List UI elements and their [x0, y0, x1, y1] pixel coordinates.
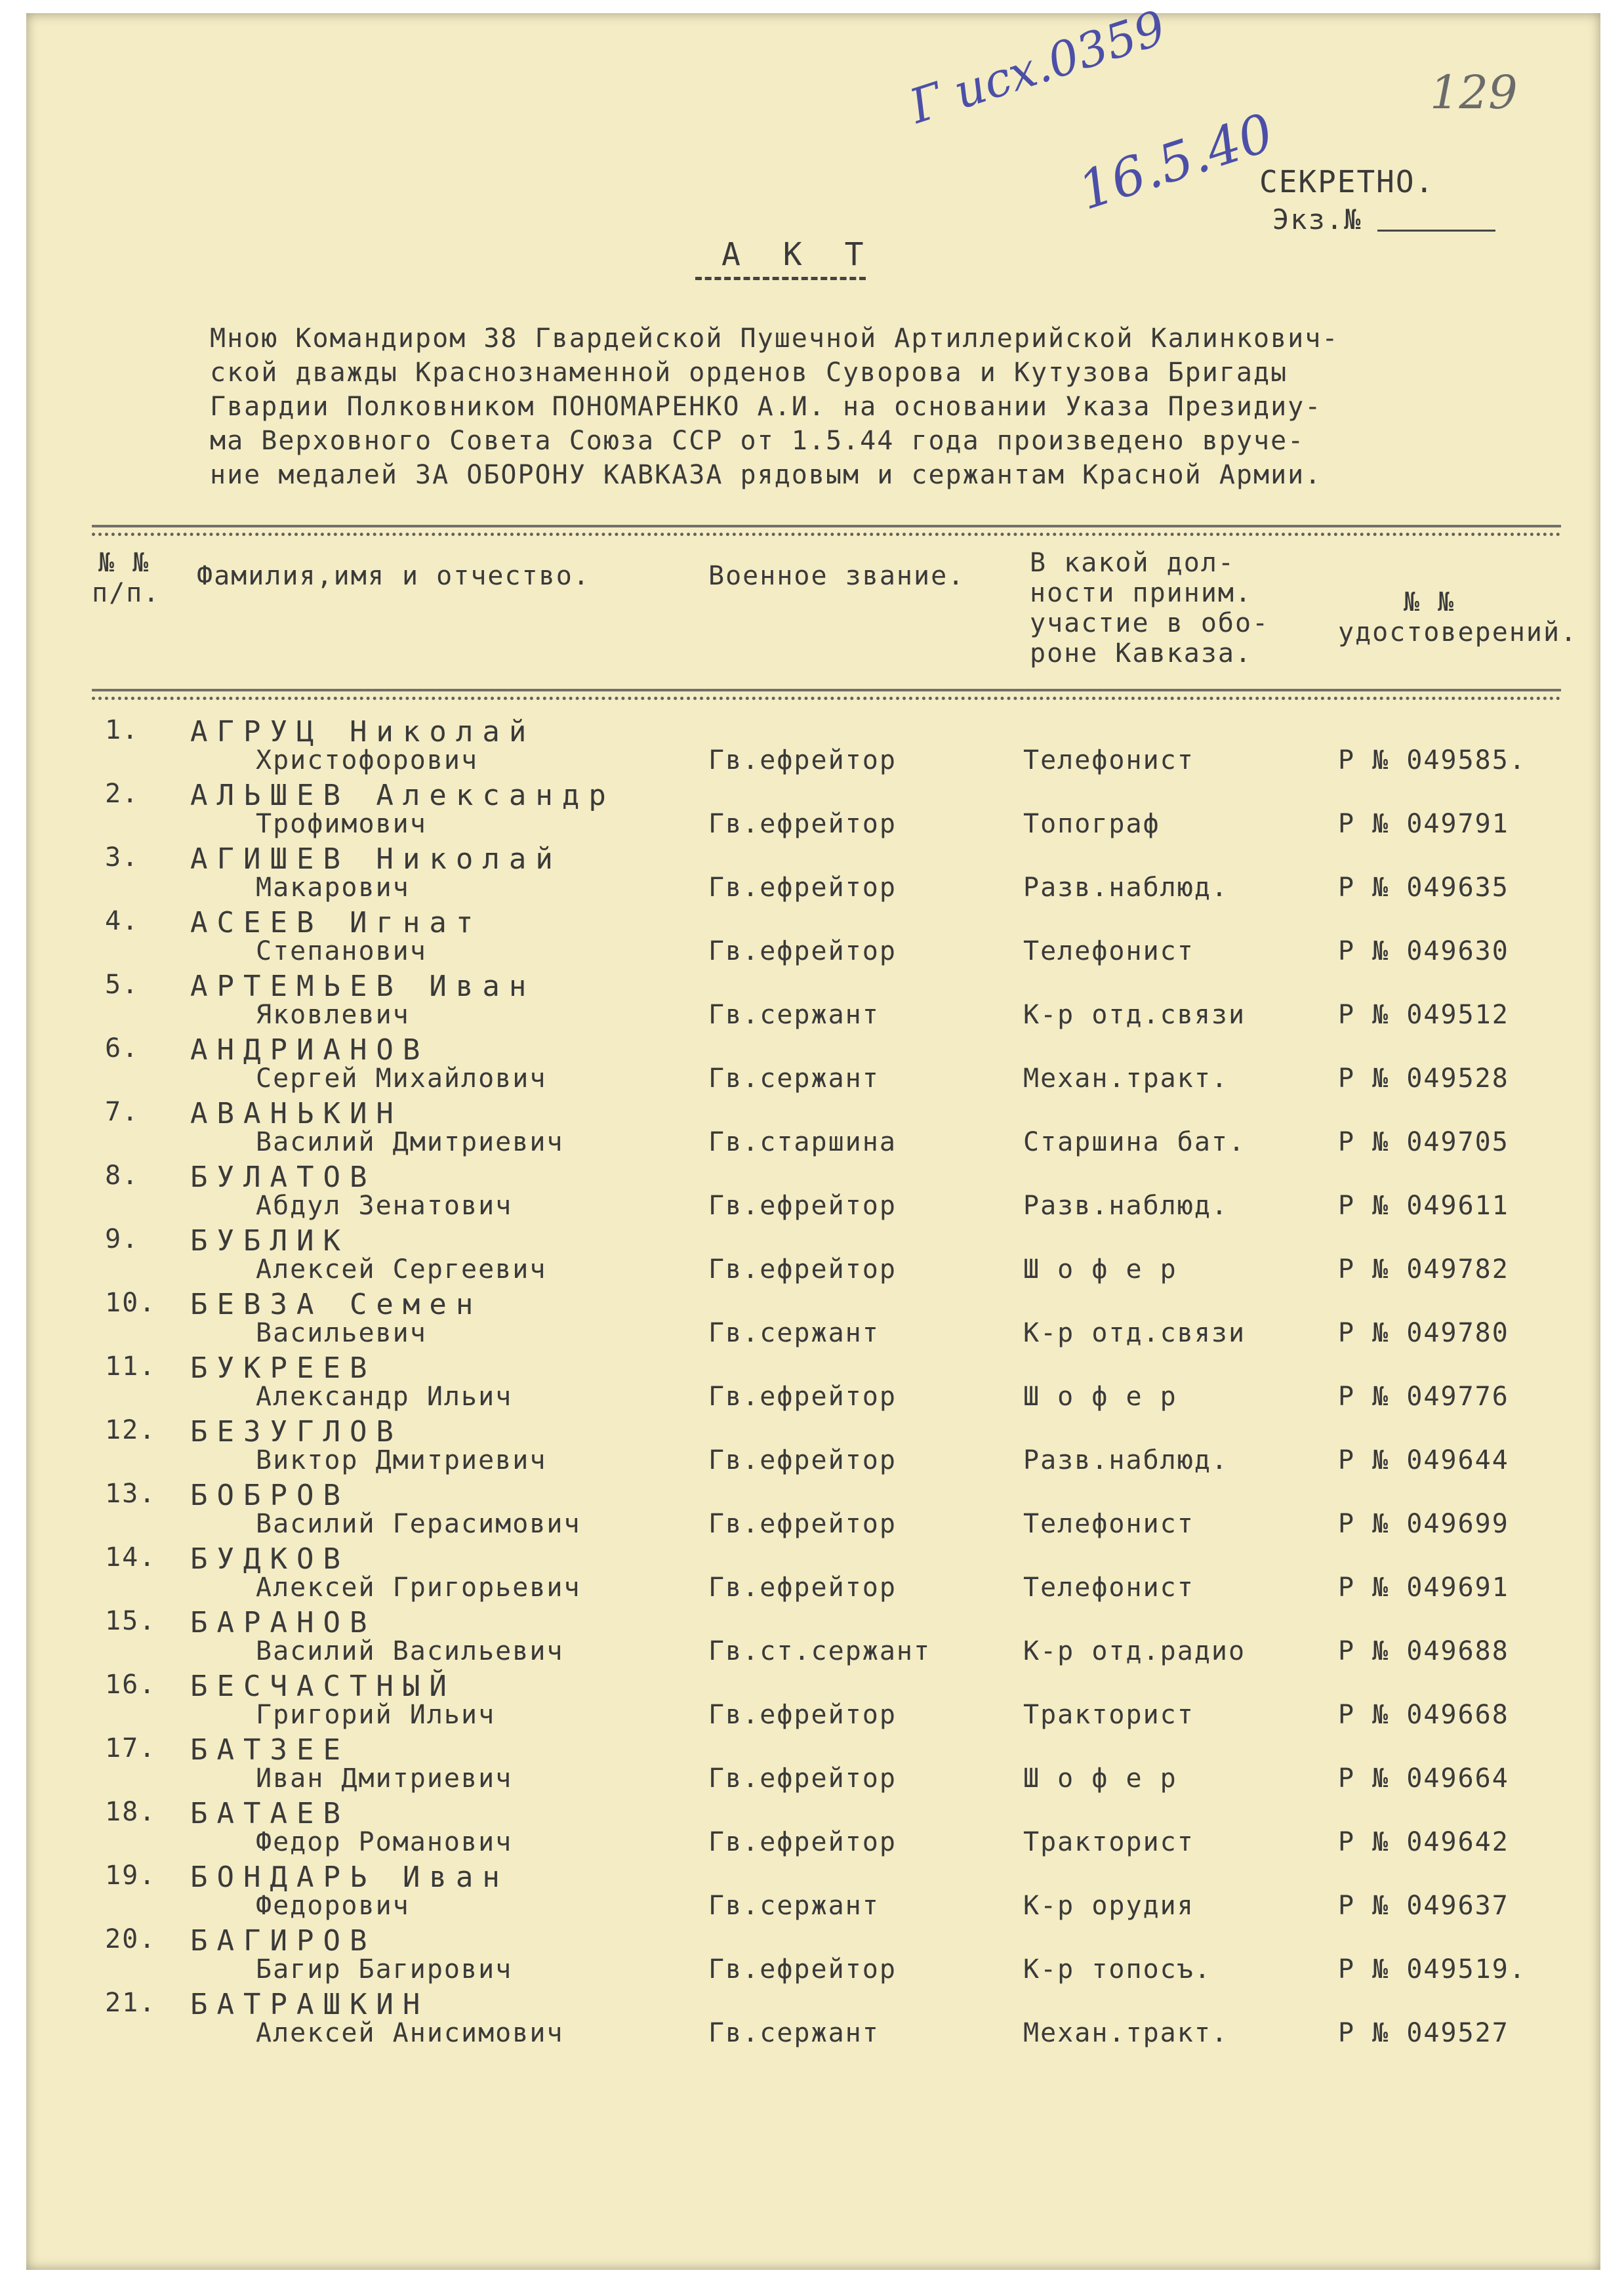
row-position: Топограф	[1023, 809, 1160, 839]
table-top-rule	[92, 525, 1561, 527]
table-row	[26, 842, 1600, 905]
row-position: Механ.тракт.	[1023, 2018, 1228, 2048]
row-surname: БЕВЗА Семен	[190, 1288, 483, 1321]
row-rank: Гв.сержант	[708, 1891, 880, 1921]
row-surname: АСЕЕВ Игнат	[190, 906, 483, 939]
table-body	[26, 715, 1600, 2053]
row-position: Ш о ф е р	[1023, 1382, 1177, 1412]
table-row	[26, 1161, 1600, 1224]
table-row	[26, 1542, 1600, 1605]
row-surname: АГРУЦ Николай	[190, 715, 536, 749]
intro-line: ма Верховного Совета Союза ССР от 1.5.44 года произведено вруче-	[210, 426, 1305, 456]
row-position: Ш о ф е р	[1023, 1254, 1177, 1285]
row-position: К-р топосъ.	[1023, 1954, 1211, 1985]
row-number: 13.	[105, 1479, 157, 1509]
row-given-names: Степанович	[256, 936, 427, 966]
row-certificate: Р № 049642	[1338, 1827, 1509, 1857]
row-rank: Гв.ефрейтор	[708, 1191, 897, 1221]
row-rank: Гв.ефрейтор	[708, 809, 897, 839]
header-num-sub: п/п.	[92, 578, 161, 608]
row-position: К-р орудия	[1023, 1891, 1194, 1921]
row-rank: Гв.ефрейтор	[708, 1700, 897, 1730]
row-given-names: Христофорович	[256, 745, 479, 775]
row-rank: Гв.ефрейтор	[708, 1827, 897, 1857]
row-certificate: Р № 049528	[1338, 1063, 1509, 1094]
table-row	[26, 1097, 1600, 1160]
row-number: 16.	[105, 1670, 157, 1700]
intro-line: ние медалей ЗА ОБОРОНУ КАВКАЗА рядовым и сержантам Красной Армии.	[210, 460, 1322, 490]
intro-line: Гвардии Полковником ПОНОМАРЕНКО А.И. на основании Указа Президиу-	[210, 392, 1322, 422]
row-certificate: Р № 049664	[1338, 1763, 1509, 1794]
row-number: 12.	[105, 1415, 157, 1445]
header-bottom-rule	[92, 689, 1561, 691]
header-num: № №	[98, 548, 150, 578]
row-rank: Гв.сержант	[708, 1318, 880, 1348]
row-position: Разв.наблюд.	[1023, 873, 1228, 903]
header-position: ности приним.	[1030, 578, 1253, 608]
row-certificate: Р № 049519.	[1338, 1954, 1526, 1985]
row-given-names: Василий Дмитриевич	[256, 1127, 564, 1157]
row-surname: БОБРОВ	[190, 1479, 350, 1512]
row-rank: Гв.ефрейтор	[708, 1382, 897, 1412]
row-certificate: Р № 049611	[1338, 1191, 1509, 1221]
row-number: 17.	[105, 1733, 157, 1763]
row-given-names: Алексей Григорьевич	[256, 1573, 581, 1603]
row-given-names: Василий Герасимович	[256, 1509, 581, 1539]
row-surname: БАТЗЕЕ	[190, 1733, 350, 1767]
row-certificate: Р № 049512	[1338, 1000, 1509, 1030]
header-rank: Военное звание.	[708, 561, 965, 591]
table-header	[26, 548, 1600, 679]
row-certificate: Р № 049705	[1338, 1127, 1509, 1157]
row-certificate: Р № 049585.	[1338, 745, 1526, 775]
row-position: Телефонист	[1023, 745, 1194, 775]
row-number: 15.	[105, 1606, 157, 1636]
row-position: Телефонист	[1023, 936, 1194, 966]
table-row	[26, 1797, 1600, 1860]
row-rank: Гв.сержант	[708, 1000, 880, 1030]
row-surname: БУДКОВ	[190, 1542, 350, 1576]
row-certificate: Р № 049782	[1338, 1254, 1509, 1285]
row-rank: Гв.ефрейтор	[708, 936, 897, 966]
table-row	[26, 1670, 1600, 1733]
row-given-names: Васильевич	[256, 1318, 427, 1348]
copy-number-blank	[1377, 230, 1495, 232]
folio-number: 129	[1430, 66, 1518, 119]
header-position: В какой дол-	[1030, 548, 1235, 578]
row-number: 1.	[105, 715, 140, 745]
table-row	[26, 1924, 1600, 1987]
classification-label: СЕКРЕТНО.	[1259, 164, 1435, 199]
row-rank: Гв.ефрейтор	[708, 1954, 897, 1985]
row-number: 4.	[105, 906, 140, 936]
row-position: Разв.наблюд.	[1023, 1191, 1228, 1221]
intro-paragraph	[210, 321, 1339, 492]
row-certificate: Р № 049699	[1338, 1509, 1509, 1539]
row-surname: БУКРЕЕВ	[190, 1351, 376, 1385]
row-surname: АНДРИАНОВ	[190, 1033, 430, 1067]
document-page	[26, 0, 1600, 2270]
row-number: 6.	[105, 1033, 140, 1063]
row-surname: АРТЕМЬЕВ Иван	[190, 970, 536, 1003]
row-rank: Гв.сержант	[708, 2018, 880, 2048]
handwritten-date: 16.5.40	[1071, 102, 1281, 222]
table-row	[26, 1415, 1600, 1478]
row-surname: БАРАНОВ	[190, 1606, 376, 1639]
table-row	[26, 1733, 1600, 1796]
row-given-names: Федор Романович	[256, 1827, 513, 1857]
row-certificate: Р № 049688	[1338, 1636, 1509, 1666]
header-cert: № №	[1404, 587, 1455, 617]
row-position: К-р отд.связи	[1023, 1318, 1246, 1348]
row-surname: БУЛАТОВ	[190, 1161, 376, 1194]
row-number: 19.	[105, 1861, 157, 1891]
intro-line: ской дважды Краснознаменной орденов Суворова и Кутузова Бригады	[210, 358, 1288, 388]
row-certificate: Р № 049691	[1338, 1573, 1509, 1603]
title-underline	[695, 277, 866, 280]
row-position: Тракторист	[1023, 1827, 1194, 1857]
row-surname: БЕСЧАСТНЫЙ	[190, 1670, 456, 1703]
row-number: 9.	[105, 1224, 140, 1254]
row-surname: БАТРАШКИН	[190, 1988, 430, 2021]
row-certificate: Р № 049780	[1338, 1318, 1509, 1348]
row-number: 20.	[105, 1924, 157, 1954]
row-given-names: Иван Дмитриевич	[256, 1763, 513, 1794]
table-row	[26, 715, 1600, 778]
row-certificate: Р № 049635	[1338, 873, 1509, 903]
row-number: 2.	[105, 779, 140, 809]
table-row	[26, 1988, 1600, 2051]
row-position: К-р отд.радио	[1023, 1636, 1246, 1666]
table-row	[26, 1861, 1600, 1923]
header-position: участие в обо-	[1030, 608, 1270, 638]
row-surname: АВАНЬКИН	[190, 1097, 403, 1130]
row-given-names: Александр Ильич	[256, 1382, 513, 1412]
row-given-names: Сергей Михайлович	[256, 1063, 547, 1094]
table-row	[26, 1351, 1600, 1414]
row-number: 10.	[105, 1288, 157, 1318]
row-surname: АЛЬШЕВ Александр	[190, 779, 615, 812]
row-rank: Гв.ефрейтор	[708, 1445, 897, 1475]
row-number: 7.	[105, 1097, 140, 1127]
row-rank: Гв.старшина	[708, 1127, 897, 1157]
row-surname: БАТАЕВ	[190, 1797, 350, 1830]
row-certificate: Р № 049527	[1338, 2018, 1509, 2048]
intro-line: Мною Командиром 38 Гвардейской Пушечной Артиллерийской Калинкович-	[210, 323, 1339, 354]
table-row	[26, 1606, 1600, 1669]
row-number: 18.	[105, 1797, 157, 1827]
row-certificate: Р № 049637	[1338, 1891, 1509, 1921]
row-given-names: Багир Багирович	[256, 1954, 513, 1985]
row-rank: Гв.ефрейтор	[708, 873, 897, 903]
row-given-names: Макарович	[256, 873, 410, 903]
row-position: Тракторист	[1023, 1700, 1194, 1730]
row-given-names: Григорий Ильич	[256, 1700, 496, 1730]
row-rank: Гв.ефрейтор	[708, 745, 897, 775]
row-rank: Гв.сержант	[708, 1063, 880, 1094]
table-row	[26, 779, 1600, 842]
table-row	[26, 970, 1600, 1033]
row-certificate: Р № 049630	[1338, 936, 1509, 966]
row-given-names: Федорович	[256, 1891, 410, 1921]
row-number: 5.	[105, 970, 140, 1000]
header-bottom-rule-dotted	[92, 697, 1561, 700]
table-row	[26, 1479, 1600, 1542]
row-position: К-р отд.связи	[1023, 1000, 1246, 1030]
table-top-rule-dotted	[92, 533, 1561, 536]
row-surname: БАГИРОВ	[190, 1924, 376, 1958]
row-given-names: Василий Васильевич	[256, 1636, 564, 1666]
header-cert-sub: удостоверений.	[1338, 617, 1578, 648]
document-title: А К Т	[721, 236, 876, 273]
table-row	[26, 1033, 1600, 1096]
row-given-names: Яковлевич	[256, 1000, 410, 1030]
row-given-names: Виктор Дмитриевич	[256, 1445, 547, 1475]
table-row	[26, 906, 1600, 969]
header-name: Фамилия,имя и отчество.	[197, 561, 590, 591]
row-rank: Гв.ефрейтор	[708, 1573, 897, 1603]
row-surname: АГИШЕВ Николай	[190, 842, 562, 876]
row-certificate: Р № 049776	[1338, 1382, 1509, 1412]
row-given-names: Алексей Анисимович	[256, 2018, 564, 2048]
row-number: 21.	[105, 1988, 157, 2018]
row-given-names: Алексей Сергеевич	[256, 1254, 547, 1285]
row-position: Старшина бат.	[1023, 1127, 1246, 1157]
copy-label: Экз.№	[1272, 203, 1362, 236]
row-certificate: Р № 049668	[1338, 1700, 1509, 1730]
row-certificate: Р № 049791	[1338, 809, 1509, 839]
row-rank: Гв.ефрейтор	[708, 1254, 897, 1285]
row-surname: БУБЛИК	[190, 1224, 350, 1258]
row-given-names: Абдул Зенатович	[256, 1191, 513, 1221]
row-position: Телефонист	[1023, 1509, 1194, 1539]
row-position: Телефонист	[1023, 1573, 1194, 1603]
header-position: роне Кавказа.	[1030, 638, 1253, 668]
row-number: 3.	[105, 842, 140, 873]
row-rank: Гв.ст.сержант	[708, 1636, 931, 1666]
row-surname: БОНДАРЬ Иван	[190, 1861, 509, 1894]
row-given-names: Трофимович	[256, 809, 427, 839]
row-rank: Гв.ефрейтор	[708, 1763, 897, 1794]
table-row	[26, 1224, 1600, 1287]
row-certificate: Р № 049644	[1338, 1445, 1509, 1475]
row-position: Ш о ф е р	[1023, 1763, 1177, 1794]
table-row	[26, 1288, 1600, 1351]
row-number: 11.	[105, 1351, 157, 1382]
row-number: 8.	[105, 1161, 140, 1191]
row-number: 14.	[105, 1542, 157, 1573]
row-rank: Гв.ефрейтор	[708, 1509, 897, 1539]
row-surname: БЕЗУГЛОВ	[190, 1415, 403, 1449]
row-position: Разв.наблюд.	[1023, 1445, 1228, 1475]
row-position: Механ.тракт.	[1023, 1063, 1228, 1094]
handwritten-reference: Г исх.0359	[903, 0, 1173, 134]
